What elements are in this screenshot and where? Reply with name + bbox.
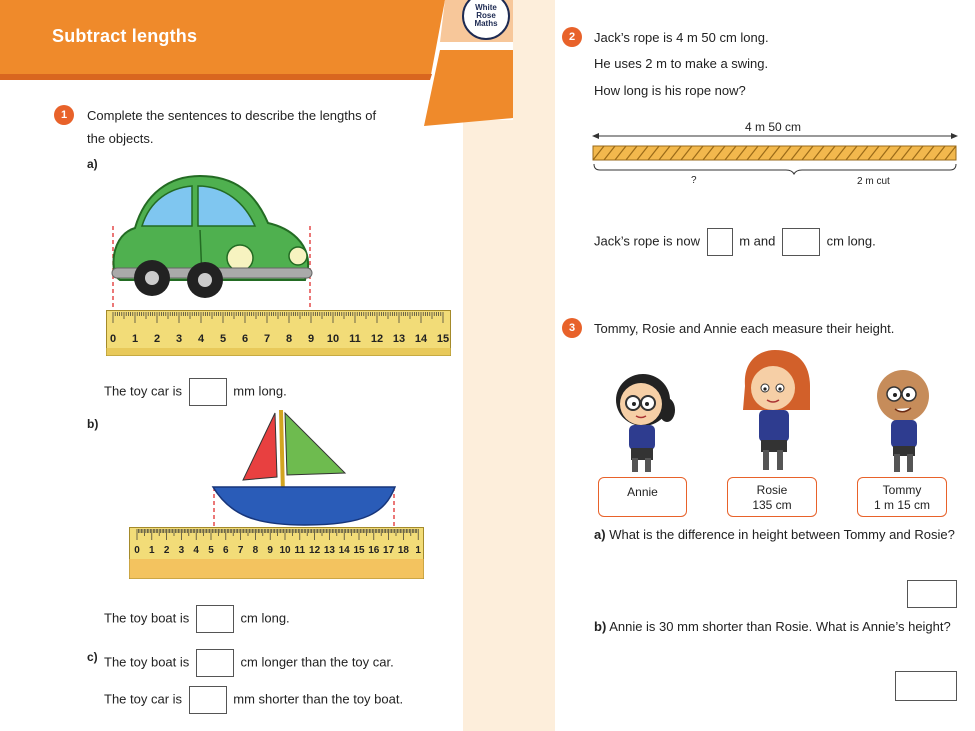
ruler-tick-label: 1 — [131, 333, 139, 345]
ruler-tick-label: 4 — [193, 545, 199, 556]
rosie-height: 135 cm — [752, 498, 792, 512]
q3-part-b-label: b) — [594, 619, 607, 634]
ruler-tick-label: 1 — [149, 545, 155, 556]
ruler-tick-label: 12 — [309, 545, 321, 556]
ruler-tick-label: 5 — [208, 545, 214, 556]
c2-sentence-start: The toy car is — [104, 691, 183, 707]
rosie-character — [735, 348, 817, 474]
q3-part-a-text: What is the difference in height between Tommy and Rosie? — [609, 527, 955, 542]
c2-answer-box[interactable] — [189, 686, 227, 714]
q3-part-a — [594, 527, 955, 542]
ruler-tick-label: 3 — [178, 545, 185, 556]
ruler-tick-label: 1 — [415, 545, 421, 556]
q3-part-b — [594, 619, 951, 634]
tommy-name: Tommy — [882, 483, 922, 497]
ruler-tick-label: 13 — [323, 545, 335, 556]
ruler-tick-label: 11 — [349, 333, 361, 345]
ruler-tick-label: 9 — [267, 545, 273, 556]
rosie-label — [727, 477, 817, 517]
ruler-tick-label: 15 — [353, 545, 365, 556]
c1-sentence — [104, 649, 394, 677]
rope-sentence-start: Jack’s rope is now — [594, 233, 700, 249]
ruler-tick-label: 5 — [219, 333, 227, 345]
ruler-tick-label: 11 — [294, 545, 306, 556]
tommy-label — [857, 477, 947, 517]
q3-part-a-label: a) — [594, 527, 606, 542]
toy-car-illustration — [100, 168, 330, 308]
ruler-tick-label: 7 — [237, 545, 244, 556]
q2-line3: How long is his rope now? — [594, 83, 746, 98]
rope-total-label: 4 m 50 cm — [745, 120, 802, 134]
boat-length-answer-box[interactable] — [196, 605, 234, 633]
c1-answer-box[interactable] — [196, 649, 234, 677]
ruler-tick-label: 0 — [134, 545, 140, 556]
ruler-tick-label: 6 — [241, 333, 249, 345]
rope-unknown-label: ? — [691, 175, 697, 186]
ruler-tick-label: 13 — [392, 333, 406, 345]
car-length-sentence — [104, 378, 287, 406]
ruler-tick-label: 0 — [109, 333, 117, 345]
q2-line1: Jack’s rope is 4 m 50 cm long. — [594, 30, 769, 45]
ruler-tick-label: 14 — [414, 333, 428, 345]
q1-part-b-label: b) — [87, 417, 99, 431]
annie-label — [598, 477, 687, 517]
ruler-tick-label: 9 — [307, 333, 315, 345]
right-page-margin-strip — [513, 0, 555, 731]
ruler-tick-label: 4 — [197, 333, 205, 345]
rope-answer-sentence — [594, 228, 876, 256]
car-sentence-end: mm long. — [233, 383, 287, 399]
q3-part-b-text: Annie is 30 mm shorter than Rosie. What is Annie’s height? — [609, 619, 951, 634]
rope-bar-model — [590, 128, 962, 178]
q1-instruction-line2: the objects. — [87, 131, 154, 146]
ruler-cm-a — [106, 310, 451, 356]
ruler-tick-label: 8 — [252, 545, 259, 556]
ruler-tick-label: 8 — [285, 333, 293, 345]
ruler-tick-label: 2 — [163, 545, 170, 556]
rope-metres-answer-box[interactable] — [707, 228, 733, 256]
q1-instruction-line1: Complete the sentences to describe the lengths of — [87, 108, 377, 123]
rope-sentence-mid: m and — [739, 233, 776, 249]
question-3-badge: 3 — [562, 318, 582, 338]
ruler-cm-b — [129, 527, 424, 579]
c2-sentence-end: mm shorter than the toy boat. — [233, 691, 404, 707]
q3-part-a-answer-box[interactable] — [907, 580, 957, 608]
ruler-tick-label: 10 — [326, 333, 340, 345]
boat-sentence-end: cm long. — [240, 610, 290, 626]
tommy-character — [866, 362, 942, 474]
ruler-tick-label: 18 — [397, 545, 409, 556]
ruler-tick-label: 14 — [338, 545, 350, 556]
white-rose-maths-logo: White Rose Maths — [462, 0, 510, 40]
rope-centimetres-answer-box[interactable] — [782, 228, 820, 256]
ruler-tick-label: 6 — [223, 545, 229, 556]
c1-sentence-end: cm longer than the toy car. — [240, 654, 394, 670]
q1-part-a-label: a) — [87, 157, 98, 171]
question-2-badge: 2 — [562, 27, 582, 47]
ruler-tick-label: 16 — [368, 545, 380, 556]
car-length-answer-box[interactable] — [189, 378, 227, 406]
ruler-tick-label: 7 — [263, 333, 271, 345]
ruler-tick-label: 12 — [370, 333, 384, 345]
boat-length-sentence — [104, 605, 290, 633]
c2-sentence — [104, 686, 403, 714]
annie-name: Annie — [627, 485, 658, 499]
tommy-height: 1 m 15 cm — [873, 498, 930, 512]
annie-character — [605, 370, 685, 474]
rope-sentence-end: cm long. — [826, 233, 876, 249]
rosie-name: Rosie — [756, 483, 788, 497]
rope-cut-label: 2 m cut — [857, 176, 890, 187]
q3-part-b-answer-box[interactable] — [895, 671, 957, 701]
ruler-tick-label: 3 — [175, 333, 183, 345]
q3-intro: Tommy, Rosie and Annie each measure their height. — [594, 321, 895, 336]
left-page-margin-strip — [463, 120, 513, 731]
car-sentence-start: The toy car is — [104, 383, 183, 399]
boat-sentence-start: The toy boat is — [104, 610, 190, 626]
toy-boat-illustration — [205, 405, 405, 533]
page-title: Subtract lengths — [52, 26, 198, 46]
question-1-badge: 1 — [54, 105, 74, 125]
ruler-tick-label: 10 — [279, 545, 291, 556]
ruler-tick-label: 15 — [436, 333, 450, 345]
q2-line2: He uses 2 m to make a swing. — [594, 56, 769, 71]
c1-sentence-start: The toy boat is — [104, 654, 190, 670]
q1-part-c-label: c) — [87, 650, 98, 664]
ruler-tick-label: 2 — [153, 333, 161, 345]
ruler-tick-label: 17 — [383, 545, 395, 556]
